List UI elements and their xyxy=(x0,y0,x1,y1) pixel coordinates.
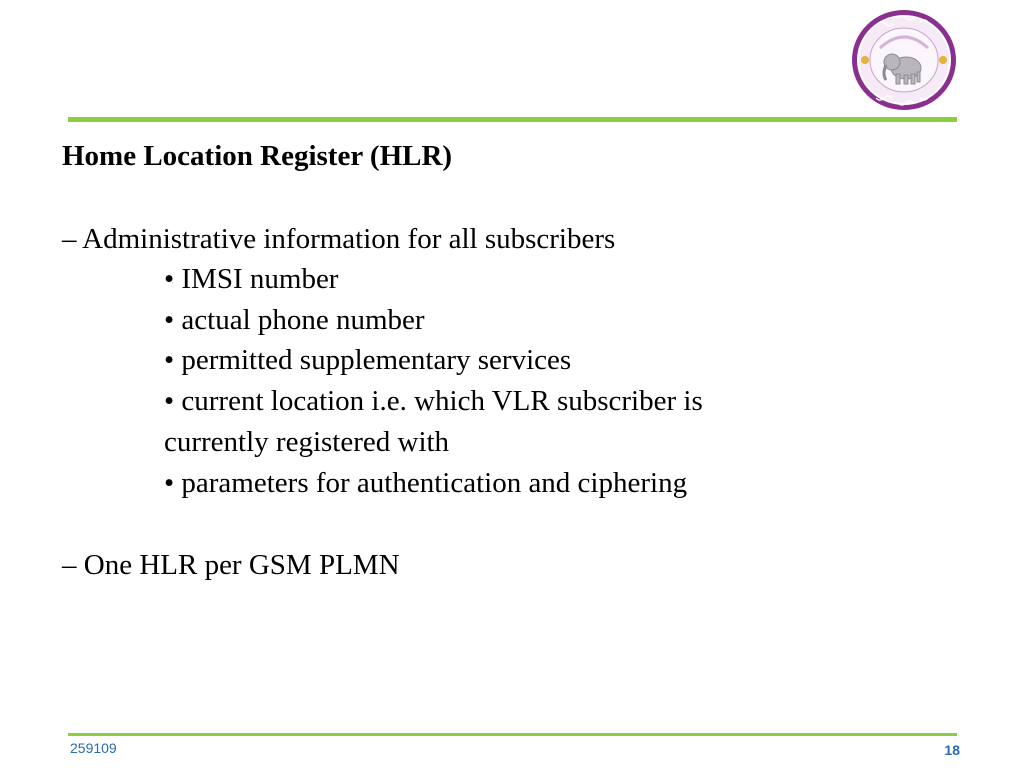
slide-title: Home Location Register (HLR) xyxy=(62,140,453,172)
bullet-line-one-hlr: – One HLR per GSM PLMN xyxy=(62,549,400,581)
university-seal-logo xyxy=(850,8,958,112)
bullet-line-imsi-number: • IMSI number xyxy=(164,263,339,295)
header-divider xyxy=(68,117,957,122)
bullet-line-current-location-cont: currently registered with xyxy=(164,426,450,458)
footer-page-number: 18 xyxy=(944,742,960,758)
footer-course-code: 259109 xyxy=(70,740,117,756)
bullet-line-phone-number: • actual phone number xyxy=(164,304,425,336)
footer-divider xyxy=(68,733,957,736)
bullet-line-current-location: • current location i.e. which VLR subscriber is xyxy=(164,385,703,417)
flower-right-icon xyxy=(939,56,947,64)
flower-left-icon xyxy=(861,56,869,64)
bullet-line-auth-ciphering: • parameters for authentication and ciphering xyxy=(164,467,688,499)
bullet-line-administrative-info: – Administrative information for all subscribers xyxy=(62,223,616,255)
bullet-line-supplementary-services: • permitted supplementary services xyxy=(164,344,572,376)
